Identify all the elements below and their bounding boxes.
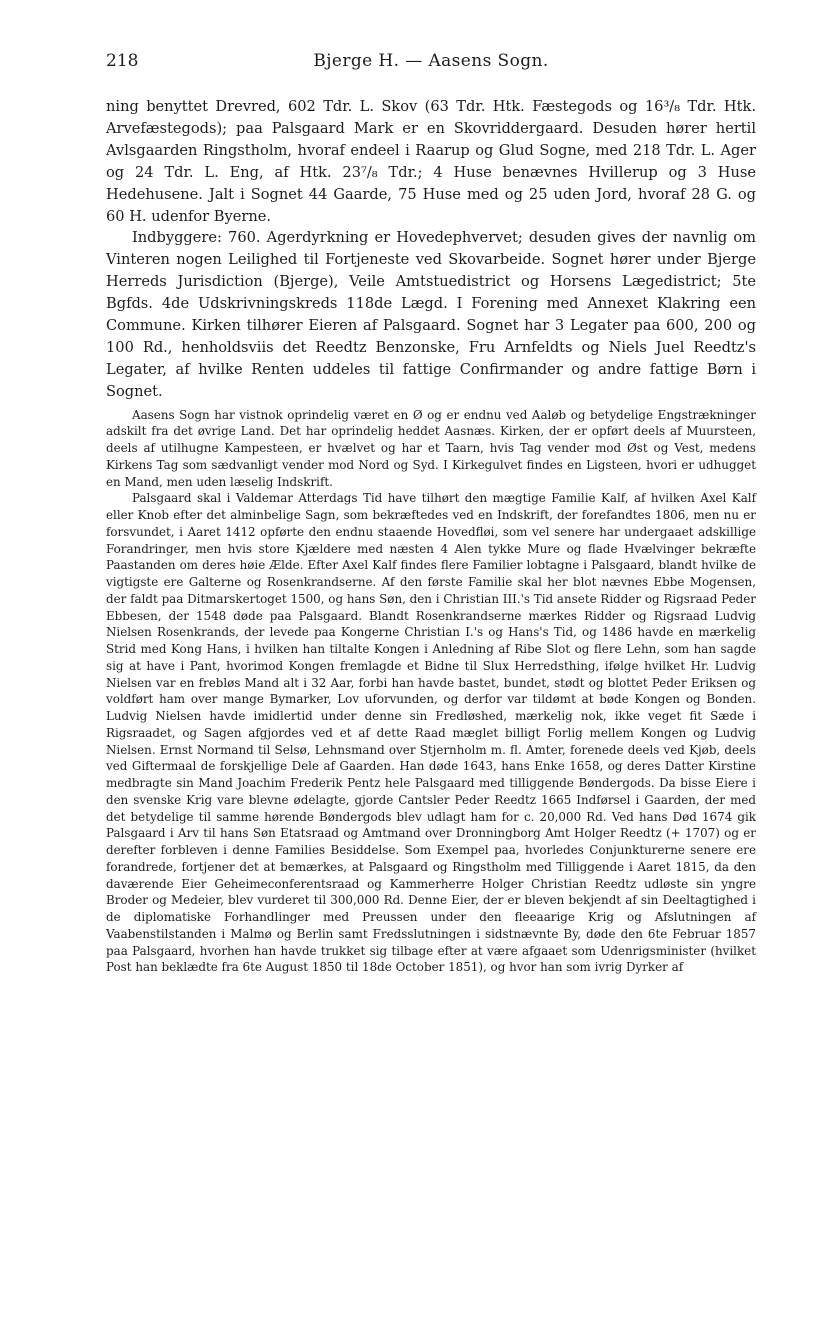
- historical-notes: [106, 407, 756, 977]
- note-palsgaard: Palsgaard skal i Valdemar Atterdags Tid have tilhørt den mægtige Familie Kalf, af hvilken Axel Kalf eller Knob efter det alminbelige Sagn, som bekræftedes ved en Indskrift, der forefandtes 1806, men nu er forsvundet, i Aaret 1412 opførte den endnu staaende Hovedfløi, som vel senere har undergaaet adskillige Forandringer, men hvis store Kjældere med næsten 4 Alen tykke Mure og flade Hvælvinger bekræfte Paastanden om deres høie Ælde. Efter Axel Kalf findes flere Familier lobtagne i Palsgaard, blandt hvilke de vigtigste ere Galterne og Rosenkrandserne. Af den første Familie skal her blot nævnes Ebbe Mogensen, der faldt paa Ditmarskertoget 1500, og hans Søn, den i Christian III.'s Tid ansete Ridder og Rigsraad Peder Ebbesen, der 1548 døde paa Palsgaard. Blandt Rosenkrandserne mærkes Ridder og Rigsraad Ludvig Nielsen Rosenkrands, der levede paa Kongerne Christian I.'s og Hans's Tid, og 1486 havde en mærkelig Strid med Kong Hans, i hvilken han tiltalte Kongen i Anledning af Ribe Slot og flere Lehn, som han sagde sig at have i Pant, hvorimod Kongen fremlagde et Bidne til Slux Herredsthing, ifølge hvilket Hr. Ludvig Nielsen var en frebløs Mand alt i 32 Aar, forbi han havde bastet, bundet, stødt og blottet Peder Eriksen og voldført ham over mange Bymarker, Lov uforvunden, og derfor var tildømt at bøde Kongen og Bonden. Ludvig Nielsen havde imidlertid under denne sin Fredløshed, mærkelig nok, ikke veget fit Sæde i Rigsraadet, og Sagen afgjordes ved et af dette Raad mæglet billigt Forlig mellem Kongen og Ludvig Nielsen. Ernst Normand til Selsø, Lehnsmand over Stjernholm m. fl. Amter, forenede deels ved Kjøb, deels ved Giftermaal de forskjellige Dele af Gaarden. Han døde 1643, hans Enke 1658, og deres Datter Kirstine medbragte sin Mand Joachim Frederik Pentz hele Palsgaard med tilliggende Bøndergods. Da bisse Eiere i den svenske Krig vare blevne ødelagte, gjorde Cantsler Peder Reedtz 1665 Indførsel i Gaarden, der med det betydelige til samme hørende Bøndergods blev udlagt ham for c. 20,000 Rd. Ved hans Død 1674 gik Palsgaard i Arv til hans Søn Etatsraad og Amtmand over Dronningborg Amt Holger Reedtz (+ 1707) og er derefter forbleven i denne Families Besiddelse. Som Exempel paa, hvorledes Conjunkturerne senere ere forandrede, fortjener det at bemærkes, at Palsgaard og Ringstholm med Tilliggende i Aaret 1815, da den daværende Eier Geheimeconferentsraad og Kammerherre Holger Christian Reedtz udløste sin yngre Broder og Medeier, blev vurderet til 300,000 Rd. Denne Eier, der er bleven bekjendt af sin Deeltagtighed i de diplomatiske Forhandlinger med Preussen under den fleeaarige Krig og Afslutningen af Vaabenstilstanden i Malmø og Berlin samt Fredsslutningen i sidstnævnte By, døde den 6te Februar 1857 paa Palsgaard, hvorhen han havde trukket sig tilbage efter at være afgaaet som Udenrigsminister (hvilket Post han beklædte fra 6te August 1850 til 18de October 1851), og hvor han som ivrig Dyrker af: [106, 491, 756, 975]
- note-church: Aasens Sogn har vistnok oprindelig været en Ø og er endnu ved Aaløb og betydelige Engstrækninger adskilt fra det øvrige Land. Det har oprindelig heddet Aasnæs. Kirken, der er opført deels af Muursteen, deels af utilhugne Kampesteen, er hvælvet og har et Taarn, hvis Tag vender mod Øst og Vest, medens Kirkens Tag som sædvanligt vender mod Nord og Syd. I Kirkegulvet findes en Ligsteen, hvori er udhugget en Mand, men uden læselig Indskrift.: [106, 407, 756, 489]
- paragraph-continuation: ning benyttet Drevred, 602 Tdr. L. Skov (63 Tdr. Htk. Fæstegods og 16³/₈ Tdr. Htk. Arvefæstegods); paa Palsgaard Mark er en Skovriddergaard. Desuden hører hertil Avlsgaarden Ringstholm, hvoraf endeel i Raarup og Glud Sogne, med 218 Tdr. L. Ager og 24 Tdr. L. Eng, af Htk. 23⁷/₈ Tdr.; 4 Huse benævnes Hvillerup og 3 Huse Hedehusene. Jalt i Sognet 44 Gaarde, 75 Huse med og 25 uden Jord, hvoraf 28 G. og 60 H. udenfor Byerne.: [106, 98, 756, 225]
- book-page: [106, 46, 756, 976]
- page-number: 218: [106, 51, 139, 71]
- running-title: Bjerge H. — Aasens Sogn.: [313, 51, 549, 71]
- page-header: [106, 46, 756, 76]
- paragraph-inhabitants: Indbyggere: 760. Agerdyrkning er Hovedерhvervet; desuden gives der navnlig om Vinteren nogen Leilighed til Fortjeneste ved Skovarbeide. Sognet hører under Bjerge Herreds Jurisdiction (Bjerge), Veile Amtstuedistrict og Horsens Lægedistrict; 5te Bgfds. 4de Udskrivningskreds 118de Lægd. I Forening med Annexet Klakring een Commune. Kirken tilhører Eieren af Palsgaard. Sognet har 3 Legater paa 600, 200 og 100 Rd., henholdsviis det Reedtz Benzonske, Fru Arnfeldts og Niels Juel Reedtz's Legater, af hvilke Renten uddeles til fattige Confirmander og andre fattige Børn i Sognet.: [106, 229, 756, 400]
- main-text: [106, 96, 756, 403]
